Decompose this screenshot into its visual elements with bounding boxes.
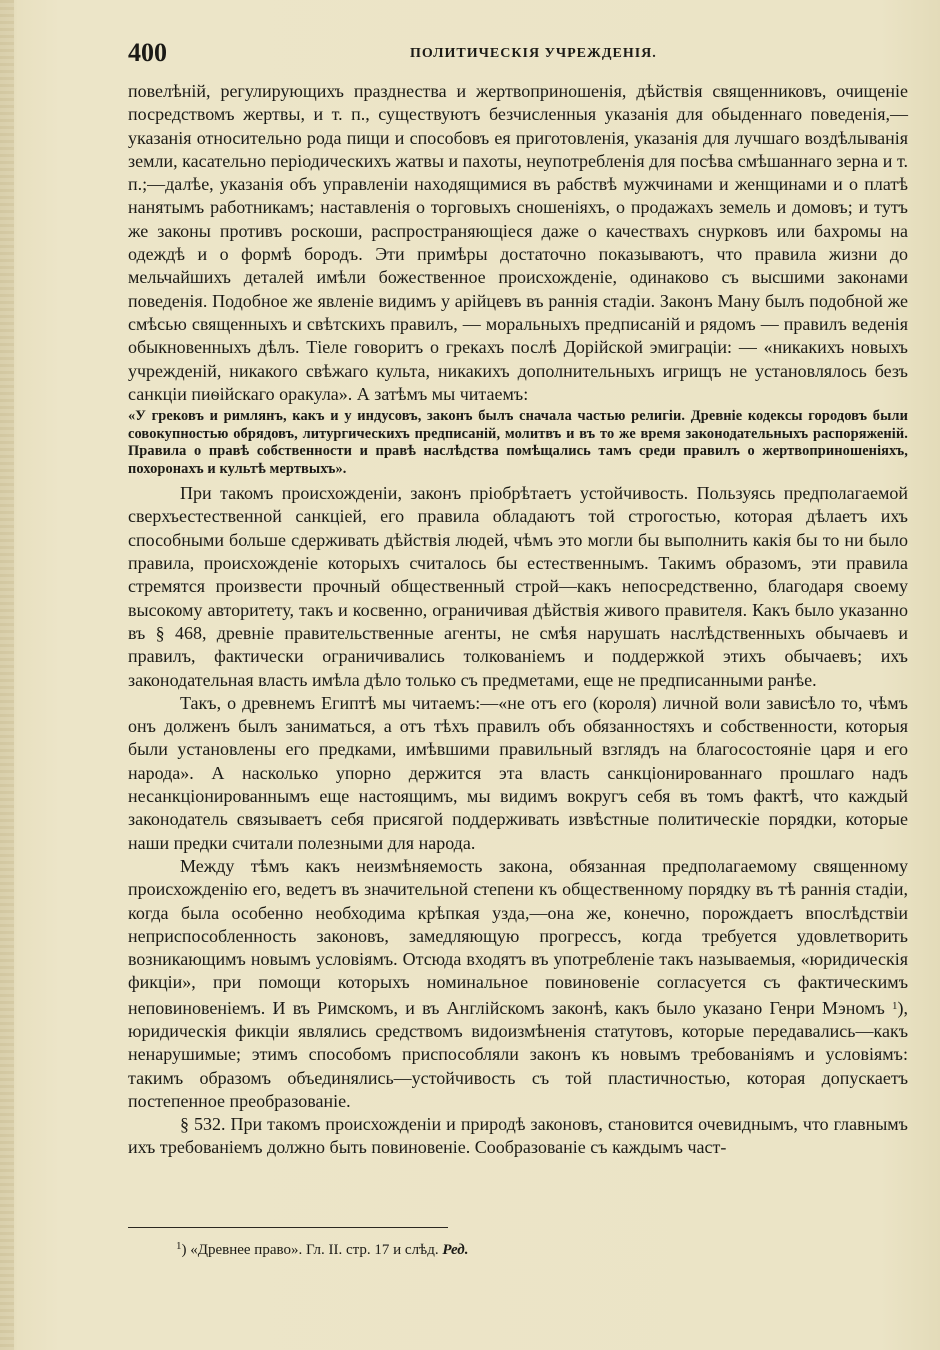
footnote [176, 1240, 876, 1259]
page-number: 400 [128, 38, 167, 67]
block-quote: «У грековъ и римлянъ, какъ и у индусовъ, законъ былъ сначала частью религіи. Древніе кодексы городовъ были совокупностью обрядовъ, литургическихъ предписаній, молитвъ и въ то же время законодательныхъ распоряженій. Правила о правѣ собственности и правѣ наслѣдства помѣщались тамъ среди правилъ о жертвоприношеніяхъ, похоронахъ и культѣ мертвыхъ». [128, 408, 908, 477]
footnote-divider [128, 1227, 448, 1228]
paragraph-5: § 532. При такомъ происхожденіи и природѣ законовъ, становится очевиднымъ, что главнымъ ихъ требованіемъ должно быть повиновеніе. Сообразованіе съ каждымъ част- [128, 1114, 908, 1158]
paragraph-4-text-a: Между тѣмъ какъ неизмѣняемость закона, обязанная предполагаемому священному происхожденію его, ведетъ въ значительной степени къ общественному порядку въ тѣ раннія стадіи, когда была особенно необходима крѣпкая узда,—она же, конечно, порождаетъ впослѣдствіи неприспособленность законовъ, замедляющую прогрессъ, когда требуется удовлетворить возникающимъ новымъ условіямъ. Отсюда входятъ въ употребленіе такъ называемыя, «юридическія фикціи», при помощи которыхъ номинальное повиновеніе согласуется съ фактическимъ неповиновеніемъ. И въ Римскомъ, и въ Англійскомъ законѣ, какъ было указано Генри Мэномъ [128, 855, 908, 1018]
main-text [128, 80, 908, 1160]
paragraph-1: повелѣній, регулирующихъ празднества и жертвоприношенія, дѣйствія священниковъ, очищеніе посредствомъ жертвы, и т. п., существуютъ безчисленныя указанія для обыденнаго поведенія,—указанія относительно рода пищи и способовъ ея приготовленія, указанія для лучшаго воздѣлыванія земли, касательно періодическихъ жатвы и пахоты, неупотребленія для посѣва смѣшаннаго зерна и т. п.;—далѣе, указанія объ управленіи находящимися въ рабствѣ мужчинами и женщинами и о платѣ нанятымъ работникамъ; наставленія о торговыхъ сношеніяхъ, о продажахъ земель и домовъ; и тутъ же законы противъ роскоши, распространяющіеся даже о качествахъ снурковъ или бахромы на одеждѣ и о формѣ бородъ. Эти примѣры достаточно показываютъ, что правила жизни до мельчайшихъ деталей имѣли божественное происхожденіе, одинаково съ высшими законами поведенія. Подобное же явленіе видимъ у арійцевъ въ раннія стадіи. Законъ Ману былъ подобной же смѣсью священныхъ и свѣтскихъ правилъ, — моральныхъ предписаній и рядомъ — правилъ веденія обыкновенныхъ дѣлъ. Тіеле говоритъ о грекахъ послѣ Дорійской эмиграціи: — «никакихъ новыхъ учрежденій, никакого свѣжаго культа, никакихъ дополнительныхъ игрищъ не установлялось безъ санкціи пиѳійскаго оракула». А затѣмъ мы читаемъ: [128, 81, 908, 404]
footnote-reference: 1 [892, 999, 898, 1012]
page-header [128, 38, 908, 68]
footnote-text: ) «Древнее право». Гл. II. стр. 17 и слѣд. [181, 1242, 443, 1258]
paragraph-4-text-b: ), юридическія фикціи являлись средствомъ видоизмѣненія статутовъ, которые передавались—какъ ненарушимые; этимъ способомъ приспособляли законъ къ новымъ требованіямъ и условіямъ: такимъ образомъ объединялись—устойчивость съ той пластичностью, которая допускаетъ постепенное преобразованіе. [128, 997, 908, 1111]
paragraph-3: Такъ, о древнемъ Египтѣ мы читаемъ:—«не отъ его (короля) личной воли зависѣло то, чѣмъ онъ долженъ былъ заниматься, а отъ тѣхъ правилъ объ обязанностяхъ и собственности, которыя были установлены его предками, имѣвшими правильный взглядъ на благосостояніе царя и его народа». А насколько упорно держится эта власть санкціонированнаго прошлаго надъ несанкціонированнымъ еще настоящимъ, мы видимъ вокругъ себя въ томъ фактѣ, что каждый законодатель связываетъ себя присягой поддерживать извѣстные политическіе порядки, которые наши предки считали полезными для народа. [128, 692, 908, 853]
footnote-editor: Ред. [442, 1242, 469, 1258]
running-title: ПОЛИТИЧЕСКІЯ УЧРЕЖДЕНІЯ. [410, 46, 657, 61]
page-binding-edge [0, 0, 14, 1350]
paragraph-2: При такомъ происхожденіи, законъ пріобрѣтаетъ устойчивость. Пользуясь предполагаемой сверхъестественной санкціей, его правила обладаютъ той строгостью, которая дѣлаетъ ихъ способными больше сдерживать дѣйствія людей, чѣмъ это могли бы выполнить какія бы то ни было правила, происхожденіе которыхъ считалось бы естественнымъ. Такимъ образомъ, эти правила стремятся произвести прочный общественный строй—какъ непосредственно, благодаря своему высокому авторитету, такъ и косвенно, ограничивая дѣйствія живого правителя. Какъ было указанно въ § 468, древніе правительственные агенты, не смѣя нарушать наслѣдственныхъ обычаевъ и правилъ, фактически ограничивались толкованіемъ и поддержкой этихъ обычаевъ; ихъ законодательная власть имѣла дѣло только съ предметами, еще не предписанными ранѣе. [128, 483, 908, 690]
footnote-mark: 1 [176, 1240, 182, 1252]
paragraph-4 [128, 855, 908, 1113]
